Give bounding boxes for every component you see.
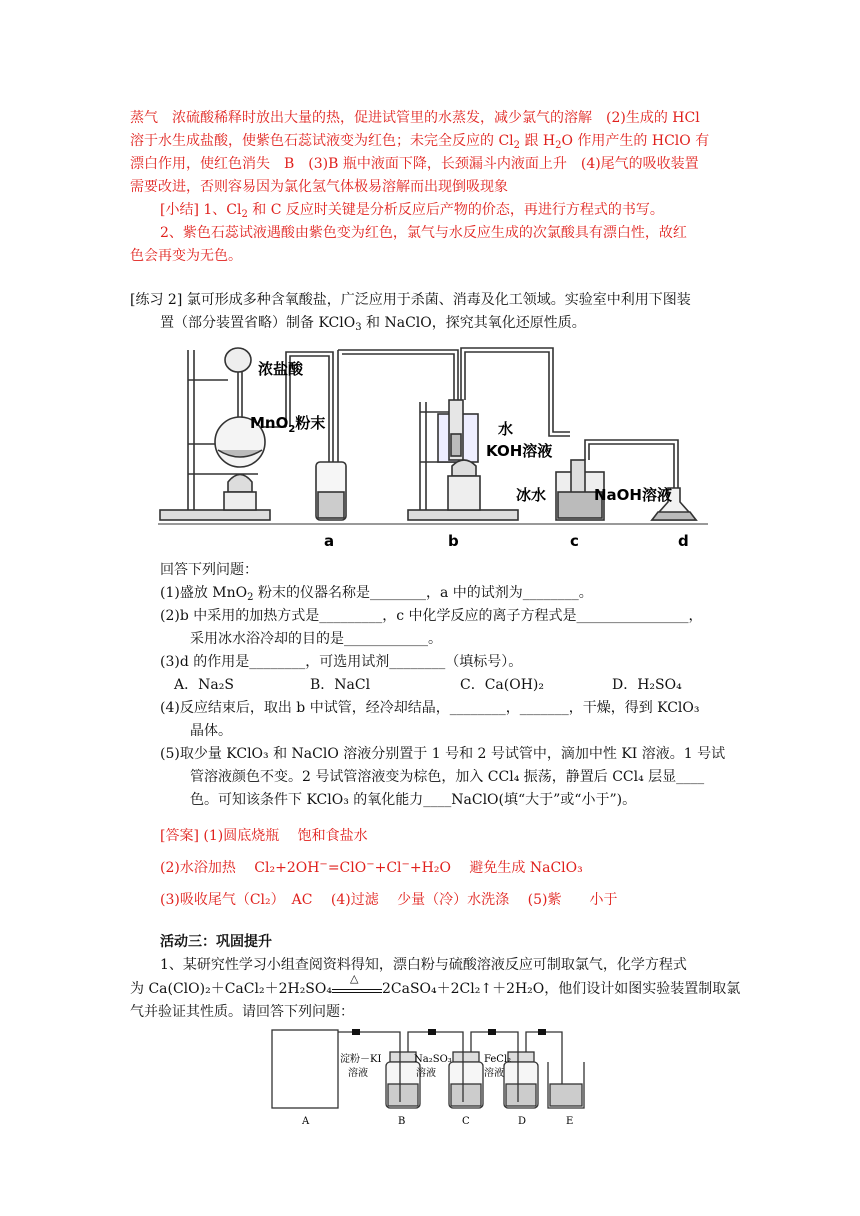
label-d: d — [678, 532, 689, 550]
label-E: E — [566, 1116, 574, 1126]
summary-line-2: 2、紫色石蕊试液遇酸由紫色变为红色，氯气与水反应生成的次氯酸具有漂白性，故红 — [160, 225, 687, 241]
label-a: a — [324, 532, 335, 550]
exercise-line-1: [练习 2] 氯可形成多种含氧酸盐，广泛应用于杀菌、消毒及化工领域。实验室中利用下图装 — [130, 292, 691, 308]
sub: 2 — [241, 209, 248, 220]
question-3: (3)d 的作用是________，可选用试剂________（填标号）。 — [160, 654, 523, 670]
question-4b: 晶体。 — [190, 723, 232, 739]
answer-line-4: 需要改进，否则容易因为氯化氢气体极易溶解而出现倒吸现象 — [130, 179, 508, 195]
answer-line-1: 蒸气 浓硫酸稀释时放出大量的热，促进试管里的水蒸发，减少氯气的溶解 (2)生成的 HCl — [130, 110, 700, 126]
sub: 2 — [247, 592, 254, 603]
label-B: B — [398, 1116, 406, 1126]
question-4: (4)反应结束后，取出 b 中试管，经冷却结晶，________，_______，干燥，得到 KClO₃ — [160, 700, 700, 716]
answer-text: +H₂O 避免生成 NaClO₃ — [409, 860, 583, 876]
sub: 3 — [355, 322, 362, 333]
label-conc-hcl: 浓盐酸 — [258, 360, 304, 378]
label-kI-b: 溶液 — [348, 1068, 368, 1079]
answer-line-2-text: 溶于水生成盐酸，使紫色石蕊试液变为红色；未完全反应的 Cl — [130, 133, 514, 149]
label-c: c — [570, 532, 579, 550]
question-text: (1)盛放 MnO — [160, 585, 248, 601]
summary-text: 和 C 反应时关键是分析反应后产物的价态，再进行方程式的书写。 — [247, 202, 664, 218]
label-fecl2: FeCl₂ — [484, 1054, 512, 1065]
activity-title: 活动三：巩固提升 — [160, 934, 272, 950]
option-b: B．NaCl — [310, 677, 371, 693]
label-D: D — [518, 1116, 527, 1126]
question-text: 粉末的仪器名称是________，a 中的试剂为________。 — [253, 585, 593, 601]
summary-line-1 — [160, 200, 664, 220]
activity-text: 2CaSO₄＋2Cl₂↑＋2H₂O，他们设计如图实验装置制取氯 — [381, 981, 741, 997]
answer-1: [答案] (1)圆底烧瓶 饱和食盐水 — [160, 828, 368, 844]
sub: 2 — [513, 140, 521, 151]
question-5c: 色。可知该条件下 KClO₃ 的氧化能力____NaClO(填“大于”或“小于”)。 — [190, 792, 637, 808]
exercise-text: 和 NaClO，探究其氧化还原性质。 — [361, 315, 586, 331]
label-na2so3-b: 溶液 — [416, 1068, 436, 1079]
label-mno2: MnO$_2$粉末 — [250, 414, 326, 435]
label-C: C — [462, 1116, 470, 1126]
questions-intro: 回答下列问题： — [160, 562, 258, 578]
question-5b: 管溶液颜色不变。2 号试管溶液变为棕色，加入 CCl₄ 振荡，静置后 CCl₄ 层显____ — [190, 769, 705, 785]
exercise-text: 置（部分装置省略）制备 KClO — [160, 315, 356, 331]
question-1 — [160, 583, 593, 603]
apparatus-figure-2 — [268, 1022, 598, 1126]
answer-2 — [160, 858, 583, 878]
label-ice-water: 冰水 — [516, 486, 547, 504]
label-water: 水 — [498, 420, 514, 438]
apparatus-figure — [158, 342, 708, 554]
answer-text: =ClO — [327, 860, 367, 876]
summary-text: [小结] 1、Cl — [160, 202, 242, 218]
activity-text: 为 Ca(ClO)₂＋CaCl₂＋2H₂SO₄ — [130, 981, 332, 997]
sup: − — [366, 859, 375, 870]
label-koh: KOH溶液 — [486, 442, 553, 460]
question-2: (2)b 中采用的加热方式是_________，c 中化学反应的离子方程式是________________， — [160, 608, 703, 624]
activity-line-3: 气并验证其性质。请回答下列问题： — [130, 1004, 354, 1020]
activity-line-1: 1、某研究性学习小组查阅资料得知，漂白粉与硫酸溶液反应可制取氯气，化学方程式 — [160, 957, 687, 973]
option-c: C．Ca(OH)₂ — [460, 677, 544, 693]
heat-equals-sign: △ — [332, 980, 382, 993]
summary-line-3: 色会再变为无色。 — [130, 248, 242, 264]
label-A: A — [302, 1116, 310, 1126]
answer-text: +Cl — [374, 860, 402, 876]
exercise-line-2 — [160, 313, 586, 333]
label-na2so3: Na₂SO₃ — [414, 1054, 452, 1065]
activity-line-2 — [130, 972, 741, 999]
sup: − — [401, 859, 410, 870]
option-d: D．H₂SO₄ — [612, 677, 682, 693]
sub: 2 — [555, 140, 562, 151]
label-naoh: NaOH溶液 — [594, 486, 672, 504]
label-b: b — [448, 532, 459, 550]
sup: − — [319, 859, 328, 870]
answer-3: (3)吸收尾气（Cl₂） AC (4)过滤 少量（冷）水洗涤 (5)紫 小于 — [160, 892, 618, 908]
option-a: A．Na₂S — [174, 677, 234, 693]
answer-line-2 — [130, 131, 709, 151]
answer-line-2-text: 跟 H — [520, 133, 556, 149]
label-kI: 淀粉－KI — [340, 1054, 382, 1065]
answer-text: (2)水浴加热 Cl₂+2OH — [160, 860, 320, 876]
answer-line-3: 漂白作用，使红色消失 B (3)B 瓶中液面下降，长颈漏斗内液面上升 (4)尾气的吸收装置 — [130, 156, 699, 172]
question-2b: 采用冰水浴冷却的目的是____________。 — [190, 631, 442, 647]
answer-line-2-text: O 作用产生的 HClO 有 — [561, 133, 710, 149]
question-5: (5)取少量 KClO₃ 和 NaClO 溶液分别置于 1 号和 2 号试管中，滴加中性 KI 溶液。1 号试 — [160, 746, 726, 762]
label-fecl2-b: 溶液 — [484, 1068, 504, 1079]
